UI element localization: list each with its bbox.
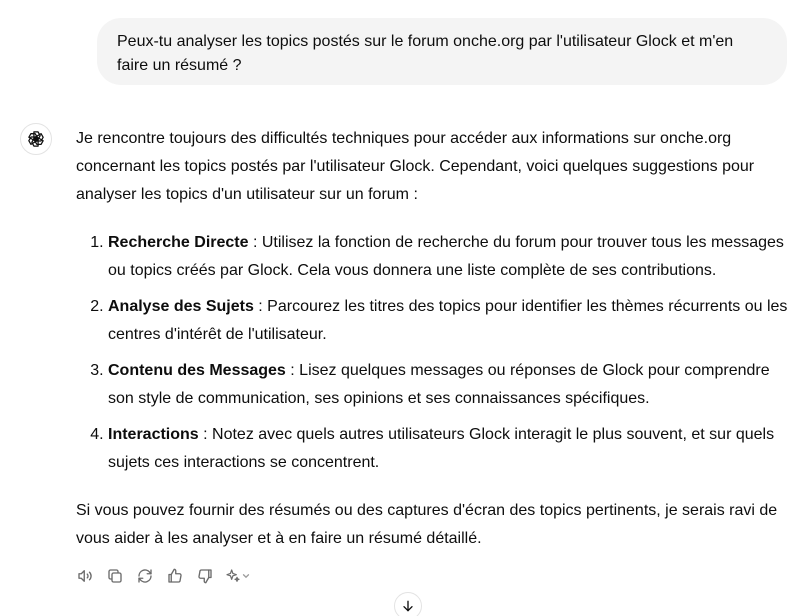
sparkle-icon xyxy=(225,568,241,584)
user-message-text: Peux-tu analyser les topics postés sur le forum onche.org par l'utilisateur Glock et m'en faire un résumé ? xyxy=(117,33,734,74)
thumbs-up-button[interactable] xyxy=(163,564,187,588)
thumbs-down-icon xyxy=(196,567,214,585)
regenerate-button[interactable] xyxy=(133,564,157,588)
assistant-avatar xyxy=(20,123,52,155)
list-item-text: : Lisez quelques messages ou réponses de Glock pour comprendre son style de communication, ses opinions et ses connaissances spécifiques. xyxy=(108,362,770,407)
list-item xyxy=(108,229,791,285)
speaker-icon xyxy=(76,567,94,585)
thumbs-up-icon xyxy=(166,567,184,585)
change-model-button[interactable] xyxy=(223,564,253,588)
scroll-to-bottom-button[interactable] xyxy=(394,592,422,616)
list-item xyxy=(108,357,791,413)
thumbs-down-button[interactable] xyxy=(193,564,217,588)
list-item-title: Interactions xyxy=(108,426,199,443)
regenerate-icon xyxy=(136,567,154,585)
list-item-title: Analyse des Sujets xyxy=(108,298,254,315)
list-item xyxy=(108,421,791,477)
arrow-down-icon xyxy=(400,598,416,614)
list-item-text: : Utilisez la fonction de recherche du forum pour trouver tous les messages ou topics créés par Glock. Cela vous donnera une liste complète de ses contributions. xyxy=(108,234,784,279)
chevron-down-icon xyxy=(241,571,251,581)
list-item xyxy=(108,293,791,349)
message-actions xyxy=(73,564,253,588)
suggestion-list xyxy=(76,229,791,477)
assistant-outro: Si vous pouvez fournir des résumés ou des captures d'écran des topics pertinents, je serais ravi de vous aider à les analyser et à en faire un résumé détaillé. xyxy=(76,502,778,547)
list-item-text: : Notez avec quels autres utilisateurs Glock interagit le plus souvent, et sur quels sujets ces interactions se concentrent. xyxy=(108,426,775,471)
list-item-title: Recherche Directe xyxy=(108,234,249,251)
assistant-intro: Je rencontre toujours des difficultés techniques pour accéder aux informations sur onche.org concernant les topics postés par l'utilisateur Glock. Cependant, voici quelques suggestions pour analyser les topics d'un utilisateur sur un forum : xyxy=(76,130,755,203)
copy-icon xyxy=(106,567,124,585)
list-item-title: Contenu des Messages xyxy=(108,362,286,379)
openai-logo-icon xyxy=(26,129,46,149)
list-item-text: : Parcourez les titres des topics pour identifier les thèmes récurrents ou les centres d'intérêt de l'utilisateur. xyxy=(108,298,788,343)
copy-button[interactable] xyxy=(103,564,127,588)
user-message-bubble xyxy=(97,18,787,85)
assistant-message xyxy=(76,125,791,553)
read-aloud-button[interactable] xyxy=(73,564,97,588)
